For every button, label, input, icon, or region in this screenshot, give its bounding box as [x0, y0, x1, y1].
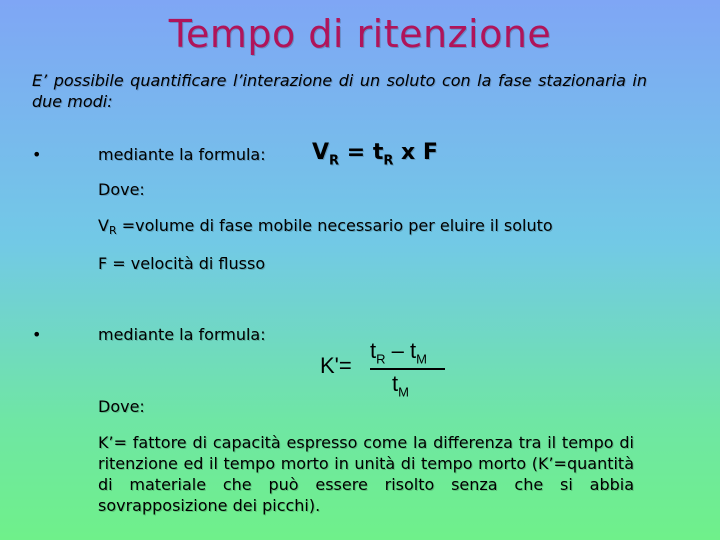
formula-t: t [372, 140, 384, 165]
num-s1: R [376, 351, 386, 367]
item2-label: mediante la formula: [98, 325, 266, 344]
den-s: M [398, 384, 409, 400]
item1-dove: Dove: [98, 180, 145, 199]
item2-dove: Dove: [98, 397, 145, 416]
den-t: t [392, 371, 399, 396]
formula-t-sub: R [383, 153, 394, 169]
definition-k: K’= fattore di capacità espresso come la differenza tra il tempo di ritenzione ed il tempo morto in unità di tempo morto (K’=quantità di materiale che può essere risolto senza che si abbia sovrapposizione dei picchi). [98, 433, 634, 515]
num-minus: – [385, 338, 410, 363]
formula-v-sub: R [329, 153, 340, 169]
intro-paragraph: E’ possibile quantificare l’interazione di un soluto con la fase stazionaria in due modi: [32, 71, 647, 111]
formula-retention-volume [312, 140, 438, 168]
num-t1: t [370, 338, 377, 363]
definition-vr-v: V [98, 216, 109, 235]
formula-numerator [370, 338, 427, 366]
formula-v: V [312, 140, 330, 165]
bullet-1: • [32, 145, 42, 164]
formula-k-lhs: K'= [320, 353, 352, 378]
num-t2: t [409, 338, 417, 363]
definition-vr-sub: R [108, 224, 117, 237]
definition-vr [98, 216, 553, 237]
formula-eq: = [339, 140, 373, 165]
item1-label: mediante la formula: [98, 145, 266, 164]
formula-denominator [392, 371, 409, 399]
definition-f: F = velocità di flusso [98, 254, 266, 273]
fraction-line [370, 368, 445, 370]
num-s2: M [416, 351, 427, 367]
bullet-2: • [32, 325, 42, 344]
formula-times: x F [393, 140, 438, 165]
definition-vr-text: =volume di fase mobile necessario per eluire il soluto [116, 216, 553, 235]
slide-title: Tempo di ritenzione [168, 12, 552, 56]
